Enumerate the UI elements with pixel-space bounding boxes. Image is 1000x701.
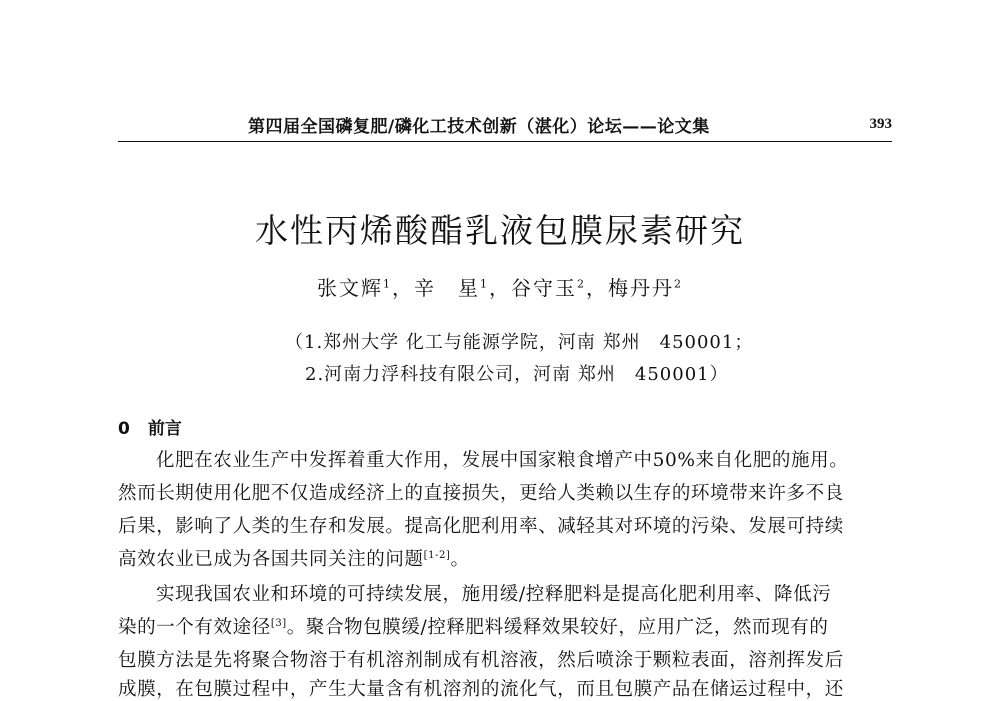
author-name: 张文辉 <box>317 276 383 300</box>
section-number: 0 <box>118 419 130 439</box>
author-separator: ， <box>586 276 608 300</box>
author-affiliation-mark: 2 <box>674 277 683 291</box>
running-head-title: 第四届全国磷复肥/磷化工技术创新（湛化）论坛——论文集 <box>248 117 710 137</box>
author-name: 梅丹丹 <box>608 276 674 300</box>
author-affiliation-mark: 1 <box>480 277 489 291</box>
author-affiliation-mark: 1 <box>383 277 392 291</box>
body-text-line: 后果，影响了人类的生存和发展。提高化肥利用率、减轻其对环境的污染、发展可持续 <box>118 516 844 537</box>
body-text-line <box>118 613 892 639</box>
affiliation-line: （1.郑州大学 化工与能源学院，河南 郑州 450001； <box>285 332 754 353</box>
body-text-line: 实现我国农业和环境的可持续发展，施用缓/控释肥料是提高化肥利用率、降低污 <box>156 584 832 605</box>
citation: [1-2] <box>423 549 451 561</box>
running-head <box>118 112 892 142</box>
body-text-line: 化肥在农业生产中发挥着重大作用，发展中国家粮食增产中50%来自化肥的施用。 <box>156 450 849 471</box>
body-text-line: 包膜方法是先将聚合物溶于有机溶剂制成有机溶液，然后喷涂于颗粒表面，溶剂挥发后 <box>118 650 844 671</box>
citation: [3] <box>270 617 287 629</box>
author-name: 谷守玉 <box>511 276 577 300</box>
paper-title: 水性丙烯酸酯乳液包膜尿素研究 <box>255 211 745 250</box>
body-text-line <box>118 545 892 571</box>
author-list <box>0 272 1000 301</box>
section-title: 前言 <box>147 419 182 439</box>
body-text: 染的一个有效途径 <box>118 617 271 638</box>
body-text-line: 成膜，在包膜过程中，产生大量含有机溶剂的流化气，而且包膜产品在储运过程中，还 <box>118 679 844 700</box>
author-separator: ， <box>392 276 414 300</box>
body-text: 高效农业已成为各国共同关注的问题 <box>118 549 424 570</box>
section-heading <box>118 414 182 439</box>
body-text: 。聚合物包膜缓/控释肥料缓释效果较好，应用广泛，然而现有的 <box>286 617 829 638</box>
author-separator: ， <box>489 276 511 300</box>
body-text: 。 <box>450 549 470 570</box>
page-number: 393 <box>869 116 892 132</box>
author-affiliation-mark: 2 <box>577 277 586 291</box>
header-rule <box>118 141 892 142</box>
author-name: 辛 星 <box>414 276 480 300</box>
body-text-line: 然而长期使用化肥不仅造成经济上的直接损失，更给人类赖以生存的环境带来许多不良 <box>118 483 844 504</box>
affiliation-line: 2.河南力浮科技有限公司，河南 郑州 450001） <box>305 364 729 385</box>
